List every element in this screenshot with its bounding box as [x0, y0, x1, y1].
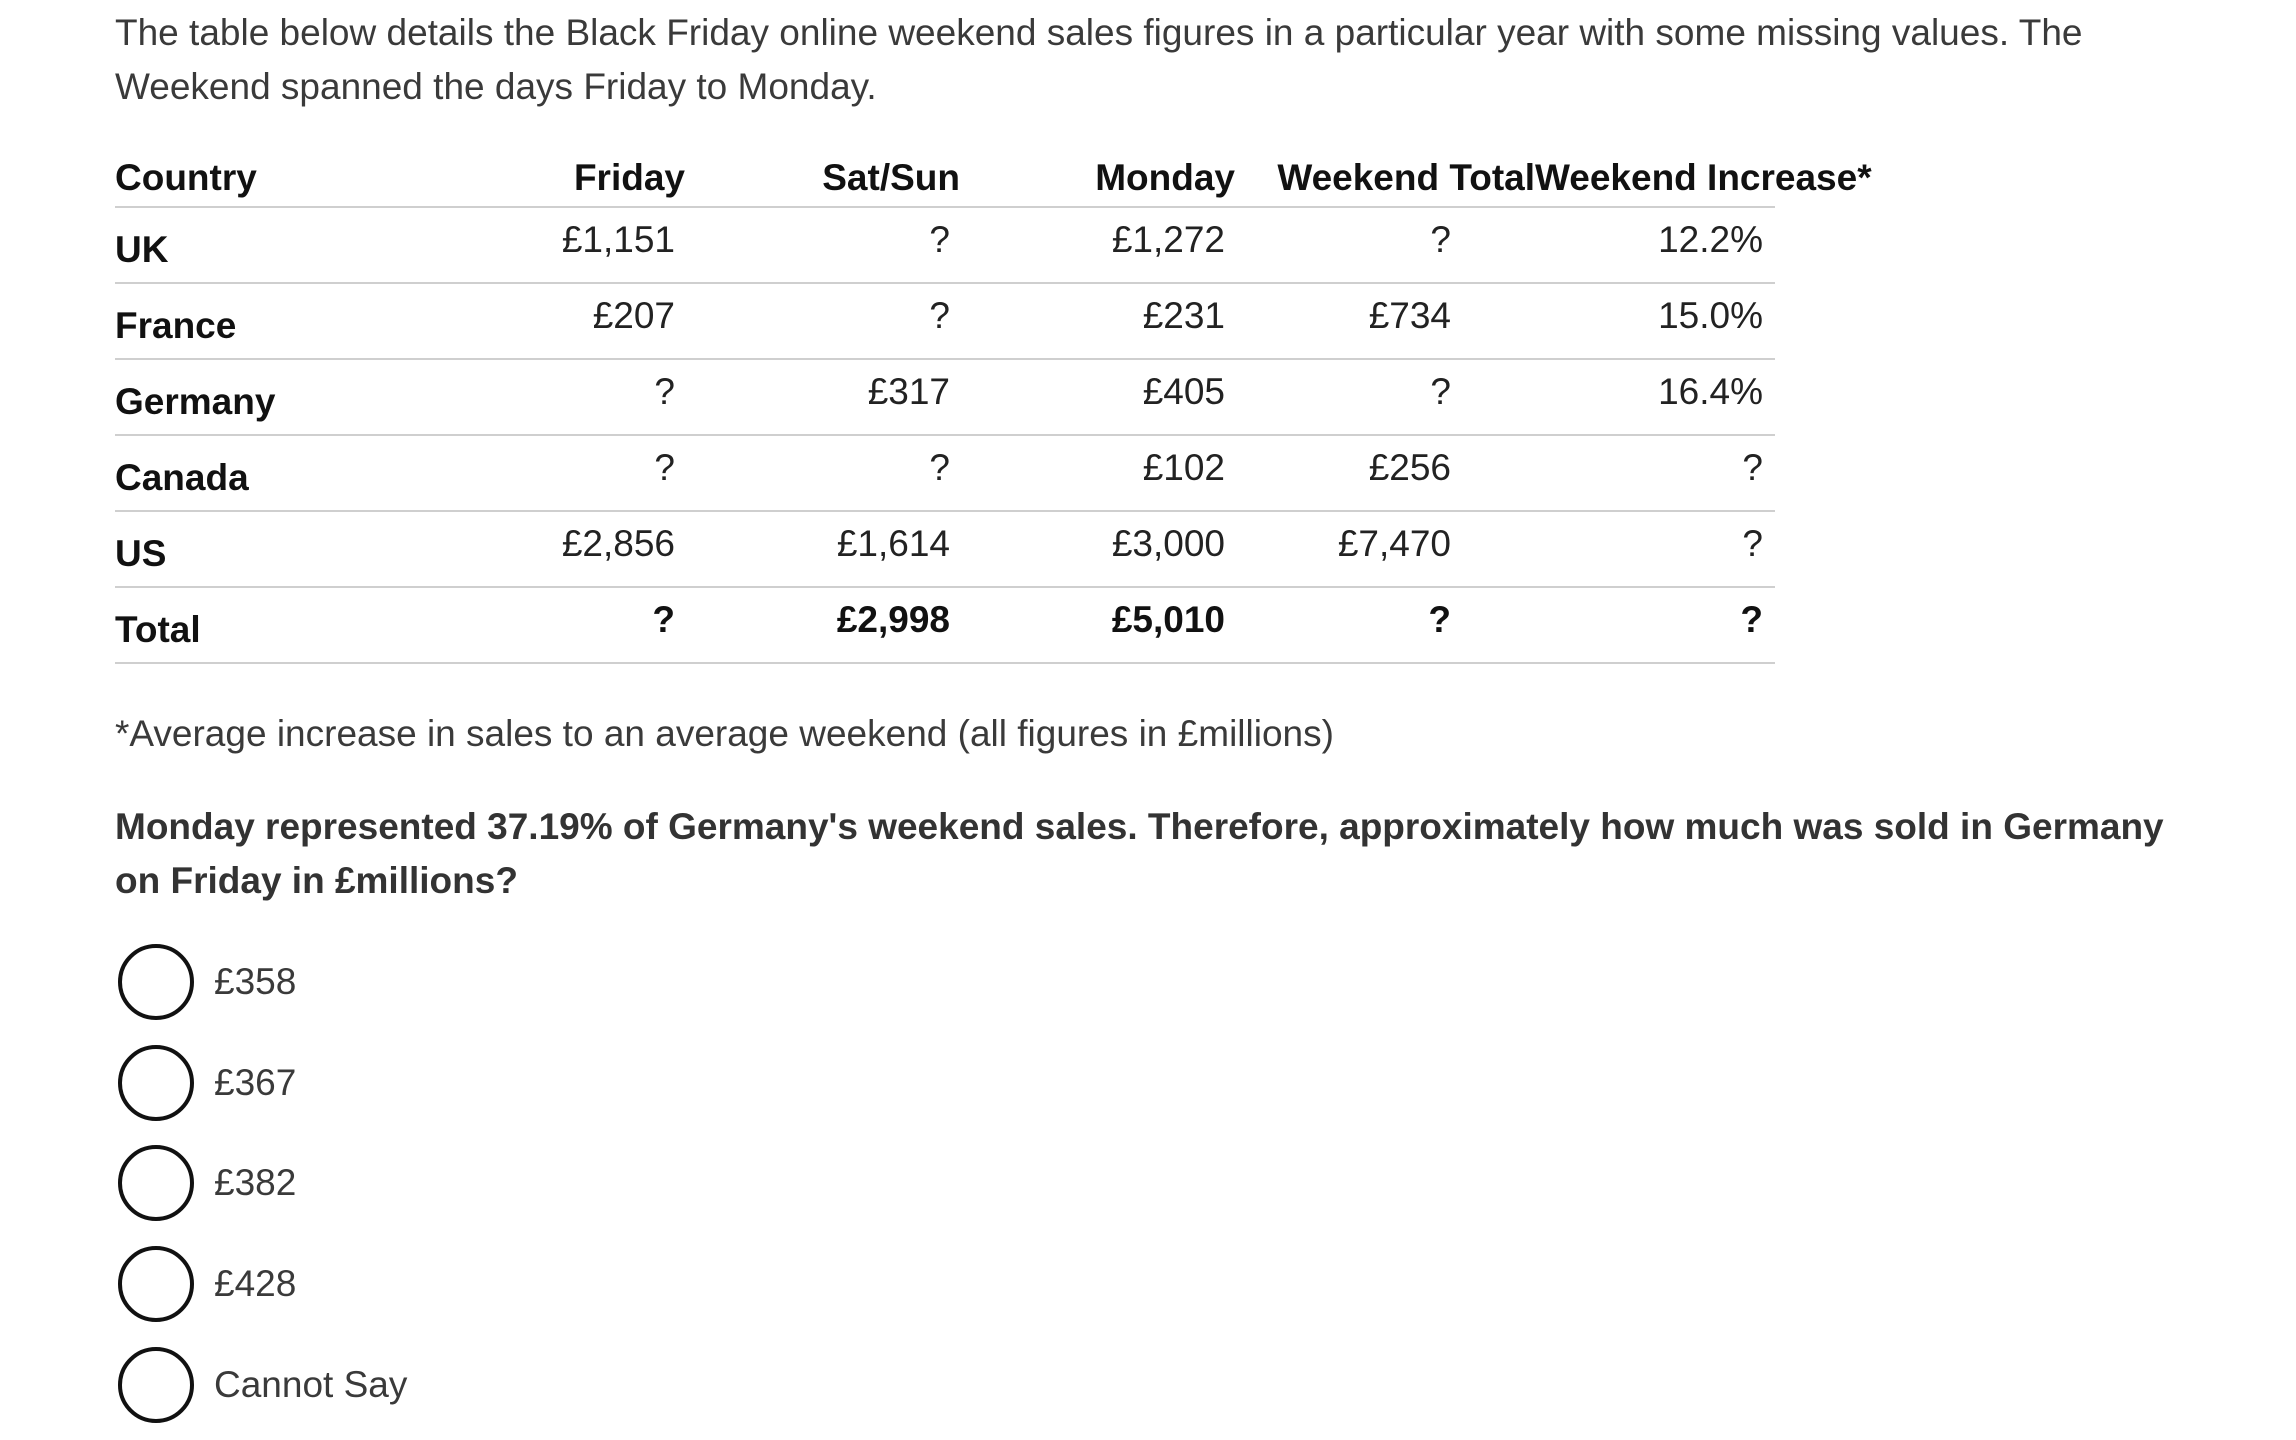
cell-country [115, 359, 405, 435]
header-friday: Friday [405, 150, 695, 207]
header-weekend-total: Weekend Total [1245, 150, 1535, 207]
cell-value: £734 [1368, 295, 1451, 336]
cell-value: ? [1742, 523, 1763, 564]
radio-button[interactable] [118, 1045, 194, 1121]
cell-value: £5,010 [1111, 599, 1225, 640]
cell-weekend-increase [1535, 283, 1775, 359]
cell-weekend-total [1245, 587, 1535, 663]
radio-button[interactable] [118, 944, 194, 1020]
cell-value: £2,998 [836, 599, 950, 640]
cell-weekend-total [1245, 207, 1535, 283]
cell-value: Canada [115, 457, 249, 498]
cell-weekend-increase [1535, 587, 1775, 663]
table-row-germany [115, 359, 1775, 435]
cell-value: £1,614 [836, 523, 950, 564]
option-label: £382 [214, 1162, 297, 1203]
cell-country [115, 435, 405, 511]
cell-weekend-increase [1535, 435, 1775, 511]
cell-monday [970, 587, 1245, 663]
cell-value: ? [929, 447, 950, 488]
cell-monday [970, 359, 1245, 435]
radio-button[interactable] [118, 1145, 194, 1221]
cell-value: £207 [592, 295, 675, 336]
header-country: Country [115, 150, 405, 207]
cell-country [115, 511, 405, 587]
option-label: £428 [214, 1263, 297, 1304]
cell-friday [405, 283, 695, 359]
cell-monday [970, 435, 1245, 511]
cell-value: £1,151 [561, 219, 675, 260]
cell-monday [970, 511, 1245, 587]
cell-value: ? [654, 447, 675, 488]
cell-value: £317 [867, 371, 950, 412]
cell-value: Germany [115, 381, 276, 422]
cell-weekend-total [1245, 511, 1535, 587]
table-header-row [115, 150, 1775, 207]
answer-option[interactable] [118, 1042, 296, 1124]
intro-text: The table below details the Black Friday online weekend sales figures in a particular year with some missing values. The Weekend spanned the days Friday to Monday. [115, 12, 2083, 107]
cell-value: £2,856 [561, 523, 675, 564]
answer-option[interactable] [118, 941, 296, 1023]
cell-satsun [695, 207, 970, 283]
cell-value: ? [1430, 219, 1451, 260]
cell-satsun [695, 359, 970, 435]
option-label: Cannot Say [214, 1364, 408, 1405]
cell-satsun [695, 511, 970, 587]
table-row-canada [115, 435, 1775, 511]
cell-value: Total [115, 609, 201, 650]
cell-friday [405, 587, 695, 663]
table-row-uk [115, 207, 1775, 283]
footnote: *Average increase in sales to an average weekend (all figures in £millions) [115, 713, 1334, 754]
cell-value: £231 [1142, 295, 1225, 336]
cell-value: £405 [1142, 371, 1225, 412]
cell-value: ? [652, 599, 675, 640]
table-row-total [115, 587, 1775, 663]
option-label: £358 [214, 961, 297, 1002]
option-label: £367 [214, 1062, 297, 1103]
sales-table [115, 150, 1872, 664]
cell-value: ? [654, 371, 675, 412]
cell-value: ? [1428, 599, 1451, 640]
cell-friday [405, 511, 695, 587]
answer-option[interactable] [118, 1142, 296, 1224]
answer-option[interactable] [118, 1243, 296, 1325]
cell-friday [405, 435, 695, 511]
cell-country [115, 207, 405, 283]
cell-weekend-increase [1535, 207, 1775, 283]
cell-value: 12.2% [1658, 219, 1763, 260]
question-text: Monday represented 37.19% of Germany's weekend sales. Therefore, approximately how much was sold in Germany on Friday in £millions? [115, 806, 2164, 901]
cell-value: 15.0% [1658, 295, 1763, 336]
radio-button[interactable] [118, 1347, 194, 1423]
cell-monday [970, 207, 1245, 283]
cell-monday [970, 283, 1245, 359]
cell-value: ? [1430, 371, 1451, 412]
cell-value: ? [929, 295, 950, 336]
cell-value: £7,470 [1337, 523, 1451, 564]
cell-value: France [115, 305, 237, 346]
cell-value: £3,000 [1111, 523, 1225, 564]
cell-value: £1,272 [1111, 219, 1225, 260]
cell-weekend-increase [1535, 359, 1775, 435]
cell-value: UK [115, 229, 169, 270]
cell-friday [405, 207, 695, 283]
cell-value: ? [929, 219, 950, 260]
cell-country [115, 283, 405, 359]
table-row-france [115, 283, 1775, 359]
cell-weekend-total [1245, 435, 1535, 511]
header-monday: Monday [970, 150, 1245, 207]
cell-value: ? [1742, 447, 1763, 488]
radio-button[interactable] [118, 1246, 194, 1322]
cell-value: US [115, 533, 167, 574]
cell-satsun [695, 435, 970, 511]
cell-value: ? [1740, 599, 1763, 640]
answer-option[interactable] [118, 1344, 407, 1426]
cell-satsun [695, 283, 970, 359]
cell-weekend-total [1245, 359, 1535, 435]
header-weekend-increase: Weekend Increase* [1535, 150, 1775, 207]
cell-country [115, 587, 405, 663]
cell-weekend-total [1245, 283, 1535, 359]
cell-value: £102 [1142, 447, 1225, 488]
cell-friday [405, 359, 695, 435]
table-row-us [115, 511, 1775, 587]
header-satsun: Sat/Sun [695, 150, 970, 207]
cell-value: £256 [1368, 447, 1451, 488]
cell-value: 16.4% [1658, 371, 1763, 412]
cell-weekend-increase [1535, 511, 1775, 587]
cell-satsun [695, 587, 970, 663]
